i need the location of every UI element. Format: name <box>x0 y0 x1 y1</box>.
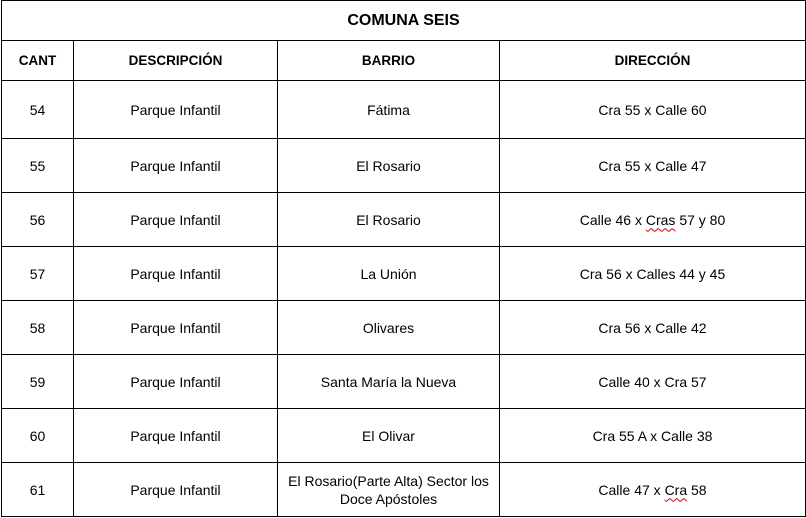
cell-descripcion: Parque Infantil <box>74 355 278 409</box>
cell-cant: 60 <box>2 409 74 463</box>
header-cant: CANT <box>2 41 74 81</box>
cell-descripcion: Parque Infantil <box>74 409 278 463</box>
cell-cant: 54 <box>2 81 74 139</box>
cell-direccion <box>500 463 806 517</box>
cell-direccion <box>500 193 806 247</box>
title-row <box>2 1 806 41</box>
table-row <box>2 355 806 409</box>
cell-cant: 61 <box>2 463 74 517</box>
table-row <box>2 409 806 463</box>
header-descripcion: DESCRIPCIÓN <box>74 41 278 81</box>
cell-direccion: Calle 40 x Cra 57 <box>500 355 806 409</box>
cell-cant: 56 <box>2 193 74 247</box>
cell-cant: 57 <box>2 247 74 301</box>
cell-barrio: El Rosario(Parte Alta) Sector los Doce Apóstoles <box>278 463 500 517</box>
table-row <box>2 247 806 301</box>
table-title: COMUNA SEIS <box>2 1 806 41</box>
cell-direccion: Cra 55 x Calle 60 <box>500 81 806 139</box>
cell-descripcion: Parque Infantil <box>74 247 278 301</box>
cell-direccion: Cra 55 x Calle 47 <box>500 139 806 193</box>
cell-cant: 59 <box>2 355 74 409</box>
cell-barrio: El Rosario <box>278 139 500 193</box>
cell-barrio: Olivares <box>278 301 500 355</box>
table-row <box>2 463 806 517</box>
cell-descripcion: Parque Infantil <box>74 301 278 355</box>
cell-descripcion: Parque Infantil <box>74 193 278 247</box>
table-row <box>2 301 806 355</box>
cell-cant: 55 <box>2 139 74 193</box>
table-row <box>2 81 806 139</box>
cell-cant: 58 <box>2 301 74 355</box>
cell-barrio: La Unión <box>278 247 500 301</box>
cell-descripcion: Parque Infantil <box>74 463 278 517</box>
cell-direccion: Cra 56 x Calles 44 y 45 <box>500 247 806 301</box>
header-direccion: DIRECCIÓN <box>500 41 806 81</box>
cell-descripcion: Parque Infantil <box>74 81 278 139</box>
cell-barrio: Fátima <box>278 81 500 139</box>
cell-direccion: Cra 55 A x Calle 38 <box>500 409 806 463</box>
spellcheck-flagged-word: Cra <box>664 481 688 498</box>
cell-barrio: El Olivar <box>278 409 500 463</box>
cell-barrio: Santa María la Nueva <box>278 355 500 409</box>
direccion-text: Calle 47 x <box>598 481 665 498</box>
comuna-seis-table <box>1 0 806 517</box>
direccion-text: Calle 46 x <box>579 211 646 228</box>
header-barrio: BARRIO <box>278 41 500 81</box>
cell-direccion: Cra 56 x Calle 42 <box>500 301 806 355</box>
table-row <box>2 193 806 247</box>
direccion-text: 58 <box>687 481 707 498</box>
header-row <box>2 41 806 81</box>
direccion-text: 57 y 80 <box>675 211 726 228</box>
spellcheck-flagged-word: Cras <box>645 211 676 228</box>
cell-barrio: El Rosario <box>278 193 500 247</box>
cell-descripcion: Parque Infantil <box>74 139 278 193</box>
table-row <box>2 139 806 193</box>
